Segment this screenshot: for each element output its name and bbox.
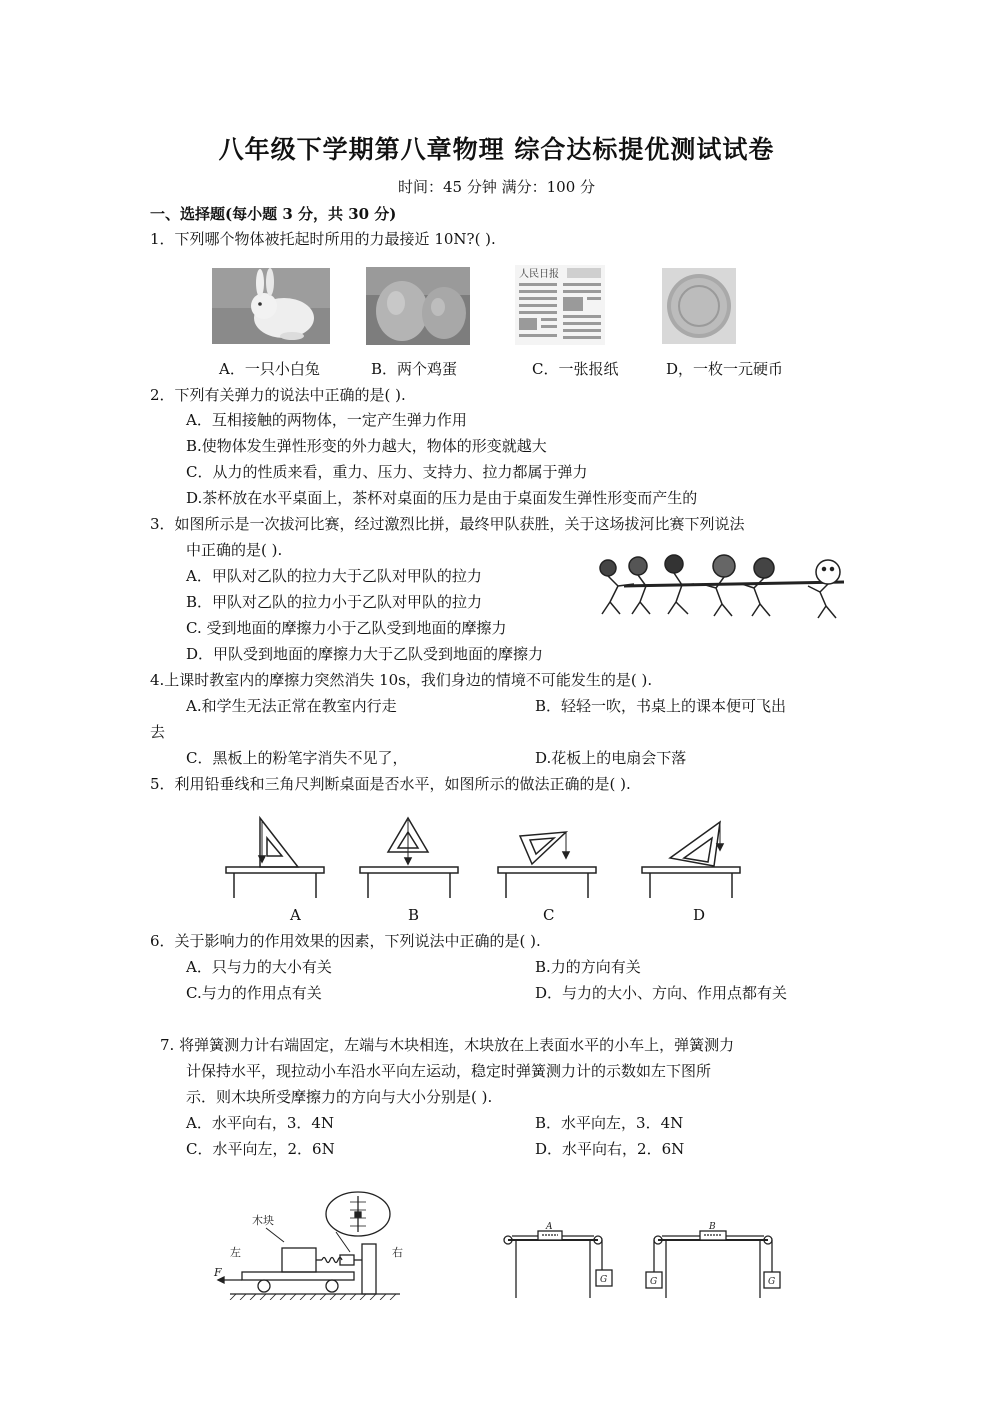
question-6-stem: 6．关于影响力的作用效果的因素，下列说法中正确的是( ). (150, 932, 541, 950)
question-7-stem-cont1: 计保持水平，现拉动小车沿水平向左运动，稳定时弹簧测力计的示数如左下图所 (186, 1062, 712, 1080)
q5-label-a: A (290, 906, 301, 924)
q4-option-c: C．黑板上的粉笔字消失不见了， (186, 749, 408, 767)
right-label: 右 (392, 1246, 403, 1259)
newspaper-image (515, 265, 605, 345)
svg-text:人民日报: 人民日报 (519, 269, 559, 280)
coin-image (662, 268, 736, 344)
weight-label-3: G (768, 1277, 776, 1287)
label-b: B (709, 1222, 716, 1232)
q5-label-b: B (408, 906, 420, 924)
q6-option-a: A．只与力的大小有关 (186, 958, 332, 976)
q4-option-b-wrap: 去 (150, 723, 166, 741)
q4-option-b: B．轻轻一吹，书桌上的课本便可飞出 (535, 697, 787, 715)
question-5-stem: 5．利用铅垂线和三角尺判断桌面是否水平，如图所示的做法正确的是( ). (150, 775, 631, 793)
pulley-tables-figure (498, 1222, 788, 1300)
q3-option-a: A．甲队对乙队的拉力大于乙队对甲队的拉力 (186, 567, 482, 585)
weight-label-1: G (600, 1275, 608, 1285)
question-7-stem: 7. 将弹簧测力计右端固定，左端与木块相连，木块放在上表面水平的小车上，弹簧测力 (160, 1036, 735, 1054)
plumb-line-figure (220, 812, 750, 902)
left-label: 左 (230, 1246, 241, 1259)
question-2-stem: 2．下列有关弹力的说法中正确的是( ). (150, 386, 406, 404)
q6-option-c: C.与力的作用点有关 (186, 984, 322, 1002)
q2-option-c: C．从力的性质来看，重力、压力、支持力、拉力都属于弹力 (186, 463, 588, 481)
block-label: 木块 (252, 1214, 274, 1227)
force-label: F (214, 1266, 222, 1279)
question-1-stem: 1．下列哪个物体被托起时所用的力最接近 10N?( ). (150, 230, 496, 248)
q1-option-a: A．一只小白兔 (219, 360, 320, 378)
spring-scale-cart-figure (210, 1188, 410, 1300)
label-a: A (546, 1222, 553, 1232)
section-heading: 一、选择题(每小题 3 分，共 30 分) (150, 205, 397, 223)
q2-option-d: D.茶杯放在水平桌面上，茶杯对桌面的压力是由于桌面发生弹性形变而产生的 (186, 489, 698, 507)
page-title: 八年级下学期第八章物理 综合达标提优测试试卷 (218, 135, 775, 164)
q3-option-d: D．甲队受到地面的摩擦力大于乙队受到地面的摩擦力 (186, 645, 544, 663)
q7-option-a: A．水平向右，3．4N (186, 1114, 335, 1132)
exam-info: 时间：45 分钟 满分：100 分 (397, 178, 596, 196)
q2-option-a: A．互相接触的两物体，一定产生弹力作用 (186, 411, 467, 429)
q3-option-c: C. 受到地面的摩擦力小于乙队受到地面的摩擦力 (186, 619, 507, 637)
question-3-stem: 3．如图所示是一次拔河比赛，经过激烈比拼，最终甲队获胜，关于这场拔河比赛下列说法 (150, 515, 745, 533)
eggs-image (366, 267, 470, 345)
q7-option-b: B．水平向左，3．4N (535, 1114, 684, 1132)
q1-option-d: D，一枚一元硬币 (666, 360, 784, 378)
q2-option-b: B.使物体发生弹性形变的外力越大，物体的形变就越大 (186, 437, 547, 455)
question-3-stem-cont: 中正确的是( ). (186, 541, 283, 559)
q5-label-c: C (543, 906, 555, 924)
q5-label-d: D (693, 906, 706, 924)
q4-option-d: D.花板上的电扇会下落 (535, 749, 687, 767)
rabbit-image (212, 268, 330, 344)
weight-label-2: G (650, 1277, 658, 1287)
q7-option-c: C．水平向左，2．6N (186, 1140, 335, 1158)
q4-option-a: A.和学生无法正常在教室内行走 (186, 697, 397, 715)
q6-option-b: B.力的方向有关 (535, 958, 641, 976)
q3-option-b: B．甲队对乙队的拉力小于乙队对甲队的拉力 (186, 593, 483, 611)
question-7-stem-cont2: 示．则木块所受摩擦力的方向与大小分别是( ). (186, 1088, 493, 1106)
q1-option-b: B．两个鸡蛋 (371, 360, 458, 378)
q6-option-d: D．与力的大小、方向、作用点都有关 (535, 984, 788, 1002)
q1-option-c: C．一张报纸 (532, 360, 619, 378)
q7-option-d: D．水平向右，2．6N (535, 1140, 685, 1158)
tug-of-war-figure (594, 552, 856, 624)
question-4-stem: 4.上课时教室内的摩擦力突然消失 10s，我们身边的情境不可能发生的是( ). (150, 671, 653, 689)
